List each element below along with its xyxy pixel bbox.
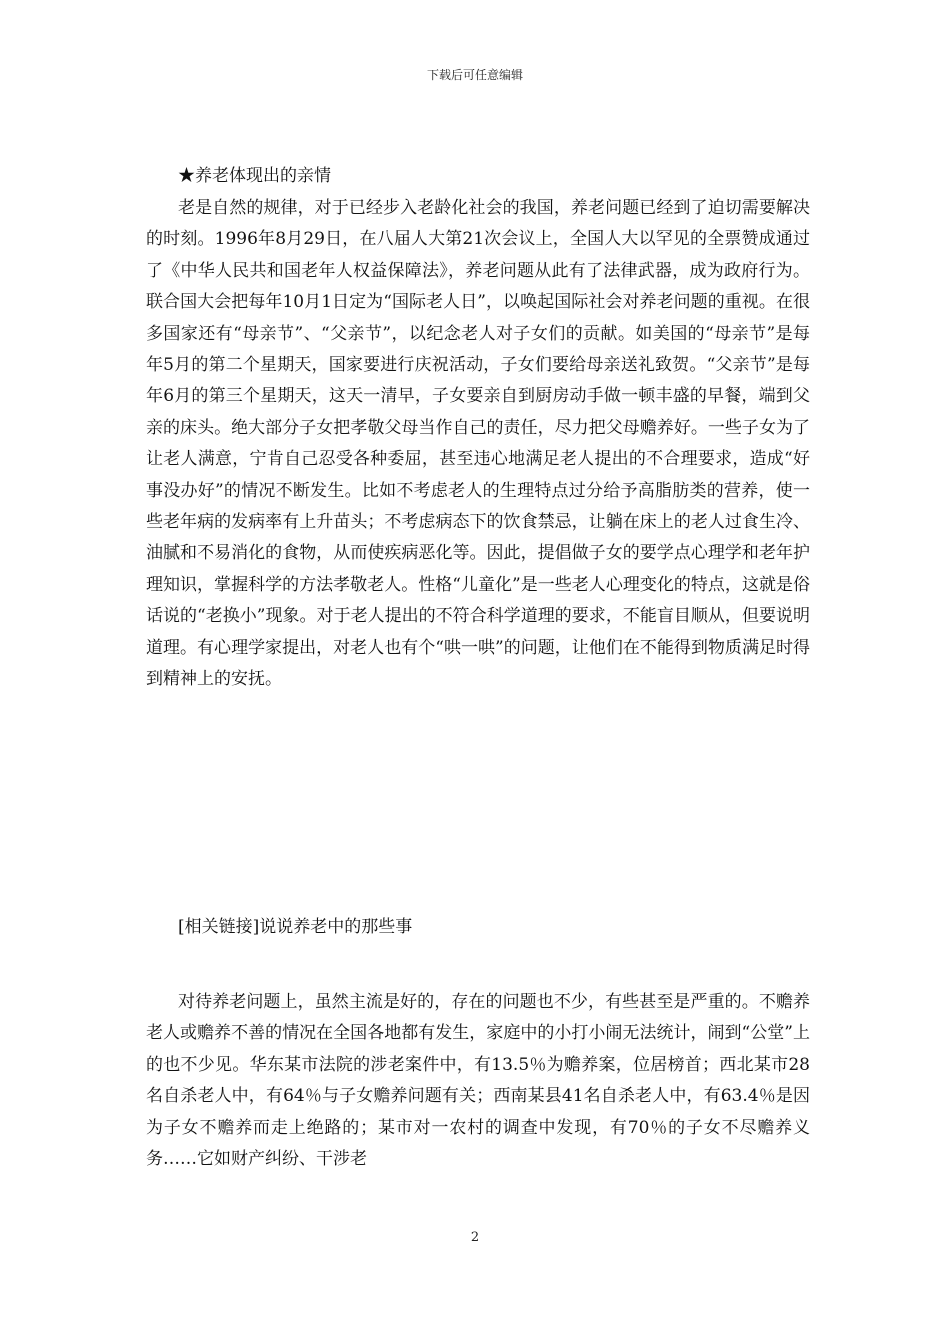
page-number: 2 xyxy=(470,1230,480,1245)
body-paragraph-filial-care: 老是自然的规律，对于已经步入老龄化社会的我国，养老问题已经到了迫切需要解决的时刻。1996年8月29日，在八届人大第21次会议上，全国人大以罕见的全票赞成通过了《中华人民共和国老年人权益保障法》，养老问题从此有了法律武器，成为政府行为。联合国大会把每年10月1日定为“国际老人日”，以唤起国际社会对养老问题的重视。在很多国家还有“母亲节”、“父亲节”，以纪念老人对子女们的贡献。如美国的“母亲节”是每年5月的第二个星期天，国家要进行庆祝活动，子女们要给母亲送礼致贺。“父亲节”是每年6月的第三个星期天，这天一清早，子女要亲自到厨房动手做一顿丰盛的早餐，端到父亲的床头。绝大部分子女把孝敬父母当作自己的责任，尽力把父母赡养好。一些子女为了让老人满意，宁肯自己忍受各种委屈，甚至违心地满足老人提出的不合理要求，造成“好事没办好”的情况不断发生。比如不考虑老人的生理特点过分给予高脂肪类的营养，使一些老年病的发病率有上升苗头；不考虑病态下的饮食禁忌，让躺在床上的老人过食生冷、油腻和不易消化的食物，从而使疾病恶化等。因此，提倡做子女的要学点心理学和老年护理知识，掌握科学的方法孝敬老人。性格“儿童化”是一些老人心理变化的特点，这就是俗话说的“老换小”现象。对于老人提出的不符合科学道理的要求，不能盲目顺从，但要说明道理。有心理学家提出，对老人也有个“哄一哄”的问题，让他们在不能得到物质满足时得到精神上的安抚。 xyxy=(146,198,810,690)
body-paragraph-elder-support-issues: 对待养老问题上，虽然主流是好的，存在的问题也不少，有些甚至是严重的。不赡养老人或赡养不善的情况在全国各地都有发生，家庭中的小打小闹无法统计，闹到“公堂”上的也不少见。华东某市法院的涉老案件中，有13.5％为赡养案，位居榜首；西北某市28名自杀老人中，有64％与子女赡养问题有关；西南某县41名自杀老人中，有63.4％是因为子女不赡养而走上绝路的；某市对一农村的调查中发现，有70％的子女不尽赡养义务……它如财产纠纷、干涉老 xyxy=(146,992,810,1170)
related-link-title: [相关链接]说说养老中的那些事 xyxy=(178,917,413,937)
page-header: 下载后可任意编辑 xyxy=(426,68,523,82)
section-title: ★养老体现出的亲情 xyxy=(178,166,331,186)
